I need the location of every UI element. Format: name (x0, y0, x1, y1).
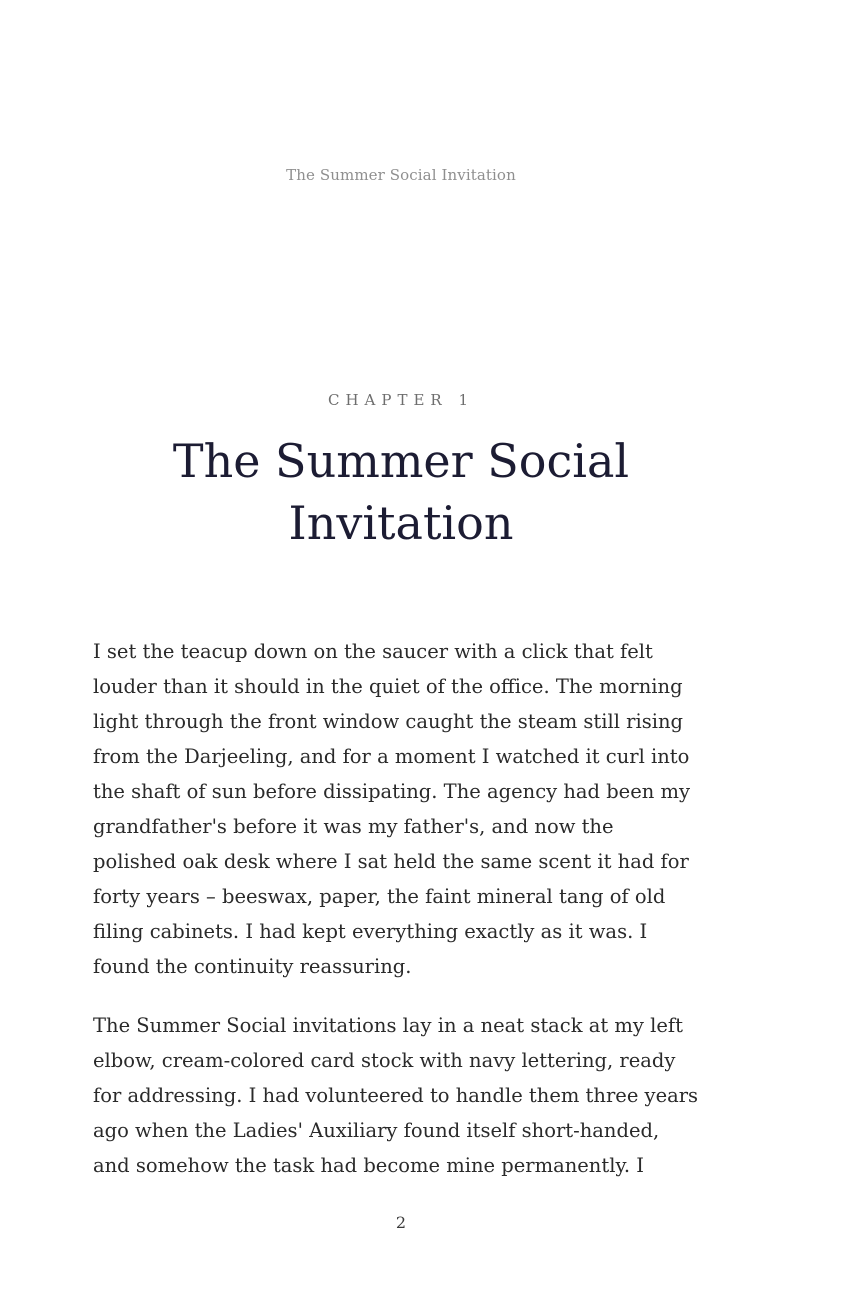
text-line: from the Darjeeling, and for a moment I watched it curl into (93, 745, 690, 768)
chapter-body (93, 634, 713, 1207)
text-line: I set the teacup down on the saucer with a click that felt (93, 640, 653, 663)
text-line: the shaft of sun before dissipating. The agency had been my (93, 780, 691, 803)
text-line: ago when the Ladies' Auxiliary found itself short-handed, (93, 1119, 660, 1142)
text-line: The Summer Social invitations lay in a neat stack at my left (93, 1014, 683, 1037)
chapter-title-line: Invitation (288, 496, 514, 550)
chapter-label: CHAPTER 1 (327, 391, 475, 409)
page-number: 2 (395, 1213, 407, 1232)
text-line: forty years – beeswax, paper, the faint mineral tang of old (93, 885, 666, 908)
text-line: grandfather's before it was my father's, and now the (93, 815, 614, 838)
text-line: filing cabinets. I had kept everything exactly as it was. I (93, 920, 648, 943)
running-header: The Summer Social Invitation (286, 166, 516, 184)
chapter-title (120, 430, 682, 554)
text-line: polished oak desk where I sat held the same scent it had for (93, 850, 689, 873)
chapter-title-line: The Summer Social (172, 434, 630, 488)
text-line: louder than it should in the quiet of the office. The morning (93, 675, 683, 698)
text-line: light through the front window caught the steam still rising (93, 710, 684, 733)
text-line: and somehow the task had become mine permanently. I (93, 1154, 644, 1177)
text-line: elbow, cream-colored card stock with navy lettering, ready (93, 1049, 676, 1072)
text-line: found the continuity reassuring. (93, 955, 412, 978)
text-line: for addressing. I had volunteered to handle them three years (93, 1084, 699, 1107)
paragraph-2 (93, 1008, 713, 1183)
paragraph-1 (93, 634, 713, 984)
